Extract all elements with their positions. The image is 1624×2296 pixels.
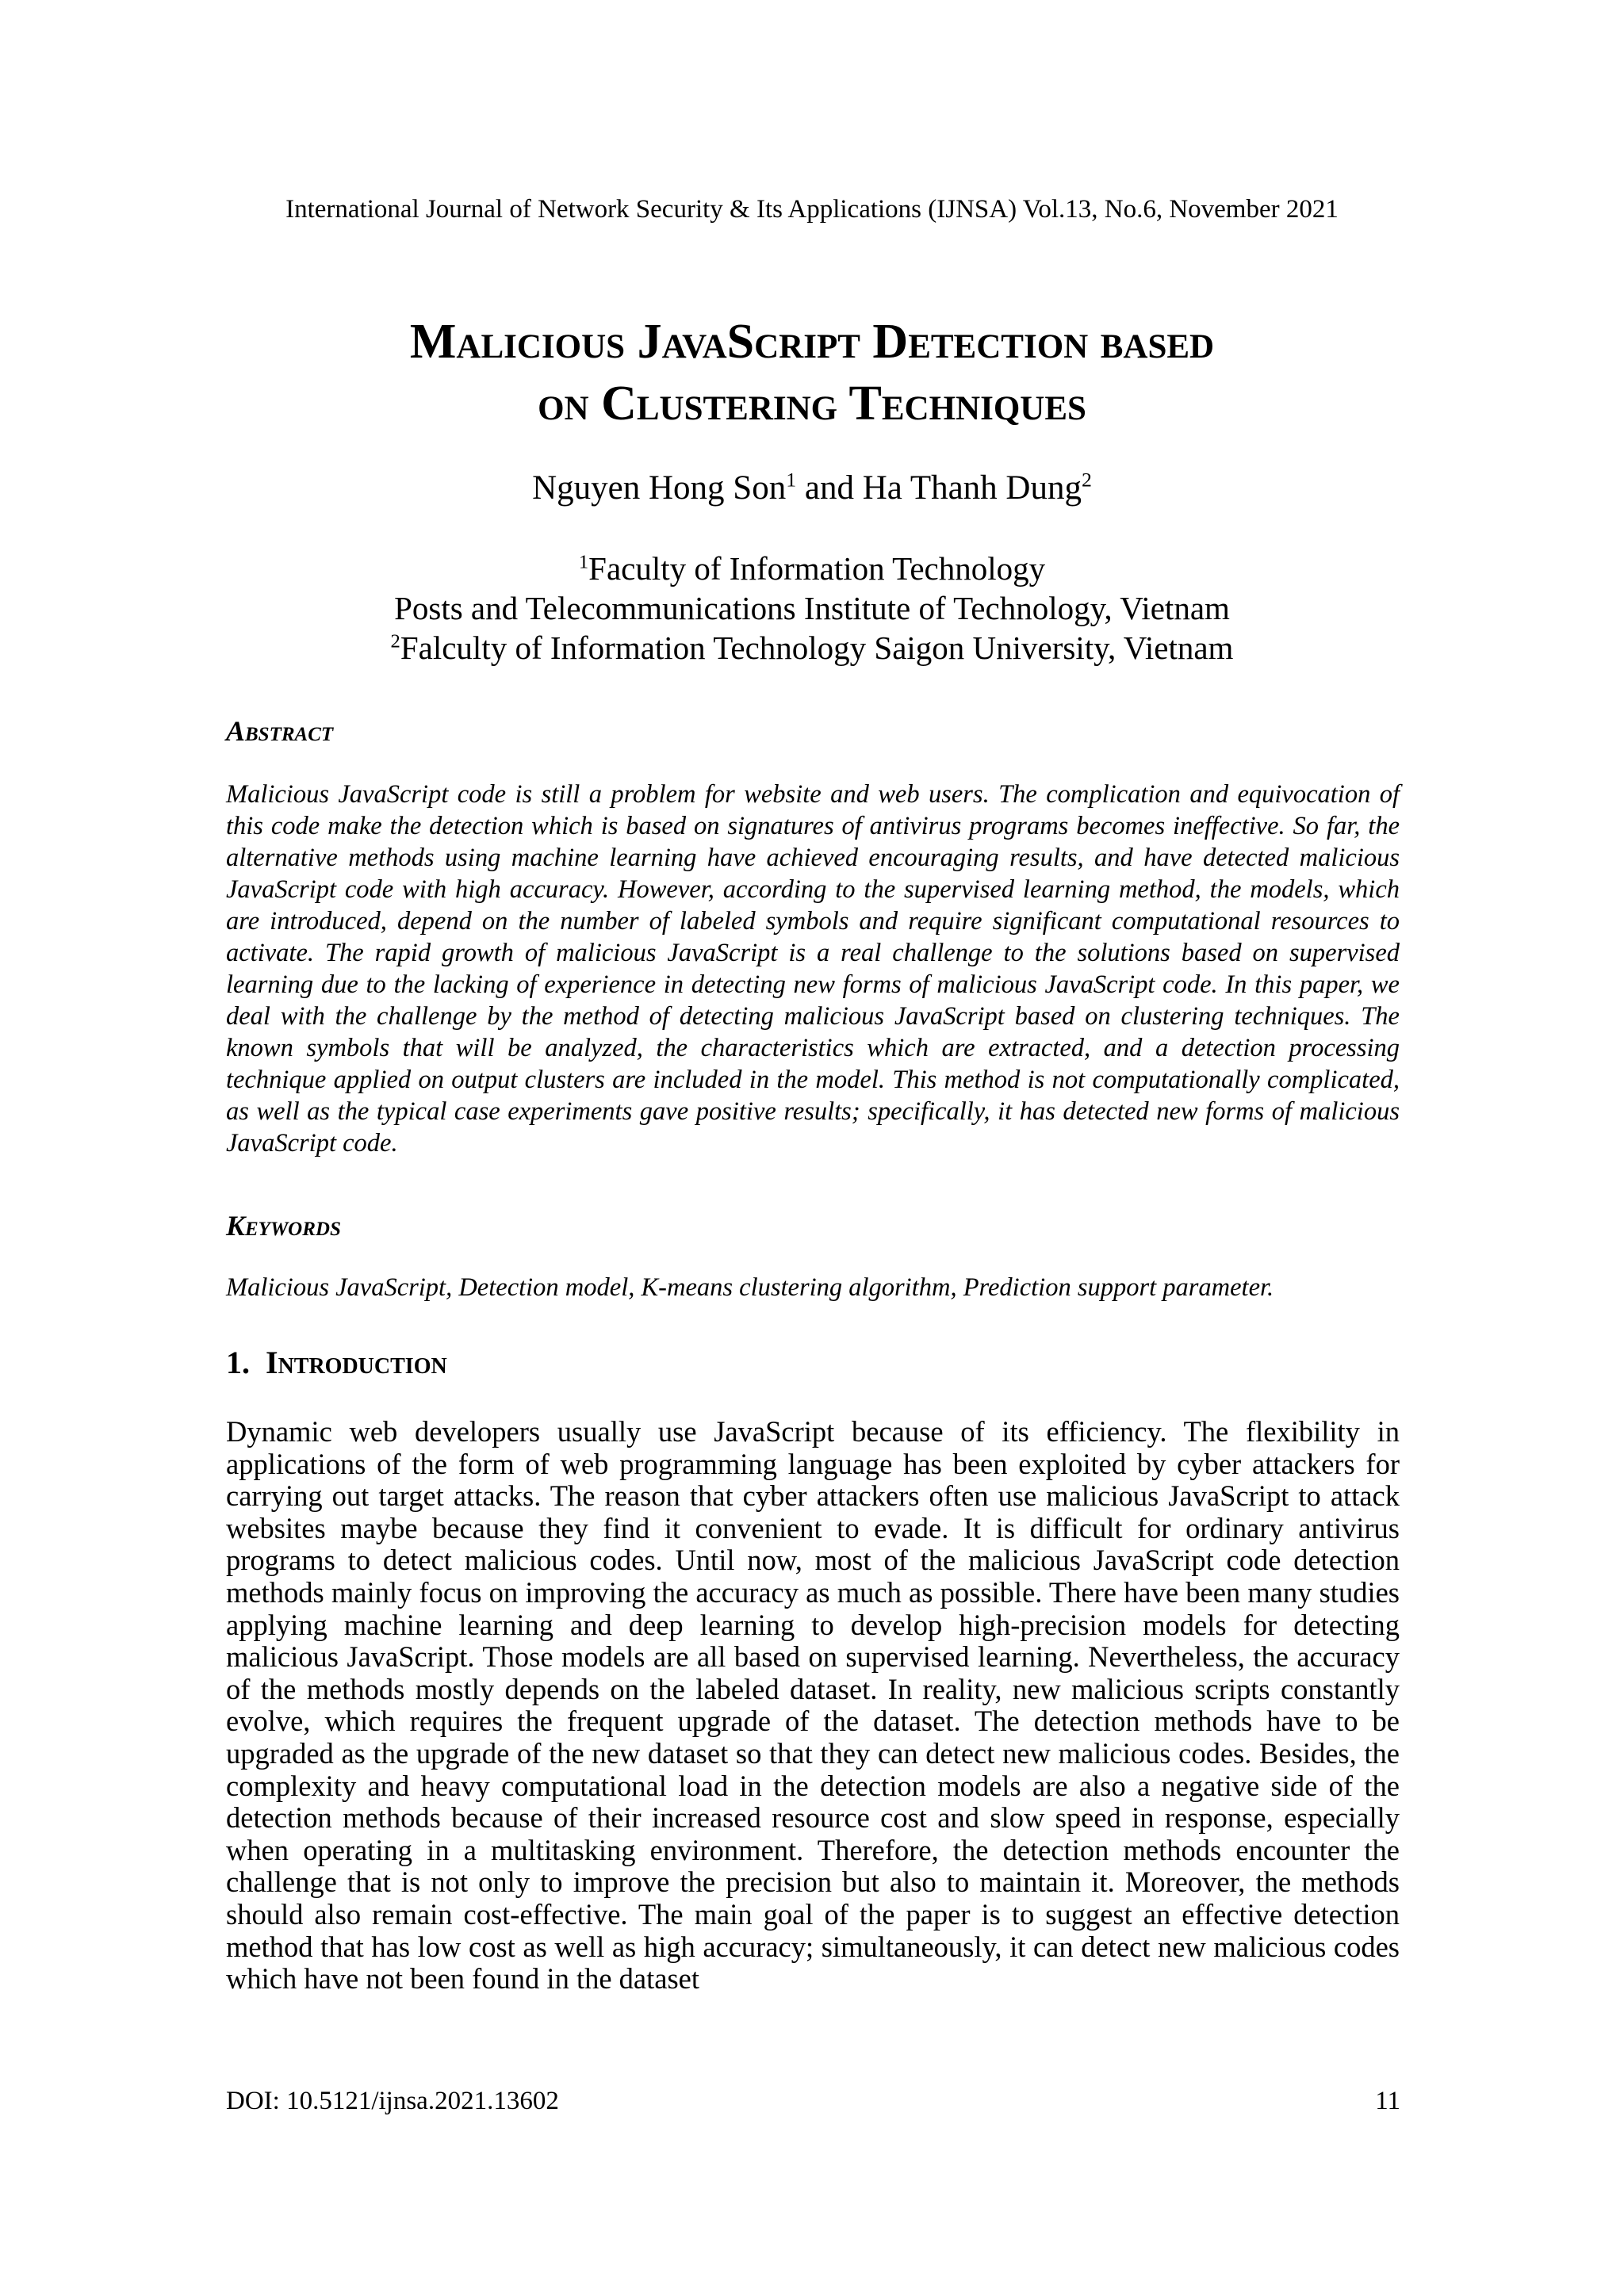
affiliation-2 bbox=[0, 628, 1624, 668]
abstract-heading: Abstract bbox=[226, 715, 334, 747]
author-1: Nguyen Hong Son bbox=[532, 469, 787, 507]
affiliations bbox=[0, 549, 1624, 668]
affiliation-1-line-1 bbox=[0, 549, 1624, 588]
section-number: 1. bbox=[226, 1345, 250, 1380]
page-number: 11 bbox=[1375, 2087, 1400, 2115]
keywords-heading: Keywords bbox=[226, 1210, 341, 1242]
author-2-affiliation-mark: 2 bbox=[1081, 468, 1092, 492]
affiliation-2-mark: 2 bbox=[390, 630, 400, 652]
title-line-2: on Clustering Techniques bbox=[538, 377, 1086, 430]
author-connector: and bbox=[796, 469, 863, 507]
introduction-heading bbox=[226, 1343, 447, 1383]
abstract-text: Malicious JavaScript code is still a problem for website and web users. The complication and equivocation of this code make the detection which is based on signatures of antivirus programs becomes ineffective. So far, the alternative methods using machine learning have achieved encouraging results, and have detected malicious JavaScript code with high accuracy. However, according to the supervised learning method, the models, which are introduced, depend on the number of labeled symbols and require significant computational resources to activate. The rapid growth of malicious JavaScript is a real challenge to the solutions based on supervised learning due to the lacking of experience in detecting new forms of malicious JavaScript code. In this paper, we deal with the challenge by the method of detecting malicious JavaScript based on clustering techniques. The known symbols that will be analyzed, the characteristics which are extracted, and a detection processing technique applied on output clusters are included in the model. This method is not computationally complicated, as well as the typical case experiments gave positive results; specifically, it has detected new forms of malicious JavaScript code. bbox=[226, 780, 1400, 1158]
running-header: International Journal of Network Security & Its Applications (IJNSA) Vol.13, No.6, November 2021 bbox=[285, 195, 1339, 224]
title-line-1: Malicious JavaScript Detection based bbox=[409, 315, 1215, 369]
author-1-affiliation-mark: 1 bbox=[786, 468, 797, 492]
keywords-text: Malicious JavaScript, Detection model, K-means clustering algorithm, Prediction support parameter. bbox=[226, 1273, 1274, 1302]
doi-footer: DOI: 10.5121/ijnsa.2021.13602 bbox=[226, 2087, 559, 2115]
section-title: Introduction bbox=[266, 1345, 447, 1380]
paper-title bbox=[0, 311, 1624, 434]
affiliation-1-line-2: Posts and Telecommunications Institute of Technology, Vietnam bbox=[394, 590, 1230, 626]
affiliation-2-text: Falculty of Information Technology Saigon University, Vietnam bbox=[400, 629, 1234, 666]
affiliation-1-text: Faculty of Information Technology bbox=[588, 550, 1046, 587]
author-list bbox=[0, 466, 1624, 511]
affiliation-1-mark: 1 bbox=[578, 551, 589, 573]
author-2: Ha Thanh Dung bbox=[862, 469, 1082, 507]
introduction-text: Dynamic web developers usually use JavaScript because of its efficiency. The flexibility in applications of the form of web programming language has been exploited by cyber attackers for carrying out target attacks. The reason that cyber attackers often use malicious JavaScript to attack websites maybe because they find it convenient to evade. It is difficult for ordinary antivirus programs to detect malicious codes. Until now, most of the malicious JavaScript code detection methods mainly focus on improving the accuracy as much as possible. There have been many studies applying machine learning and deep learning to develop high-precision models for detecting malicious JavaScript. Those models are all based on supervised learning. Nevertheless, the accuracy of the methods mostly depends on the labeled dataset. In reality, new malicious scripts constantly evolve, which requires the frequent upgrade of the dataset. The detection methods have to be upgraded as the upgrade of the new dataset so that they can detect new malicious codes. Besides, the complexity and heavy computational load in the detection models are also a negative side of the detection methods because of their increased resource cost and slow speed in response, especially when operating in a multitasking environment. Therefore, the detection methods encounter the challenge that is not only to improve the precision but also to maintain it. Moreover, the methods should also remain cost-effective. The main goal of the paper is to suggest an effective detection method that has low cost as well as high accuracy; simultaneously, it can detect new malicious codes which have not been found in the dataset bbox=[226, 1415, 1400, 1996]
